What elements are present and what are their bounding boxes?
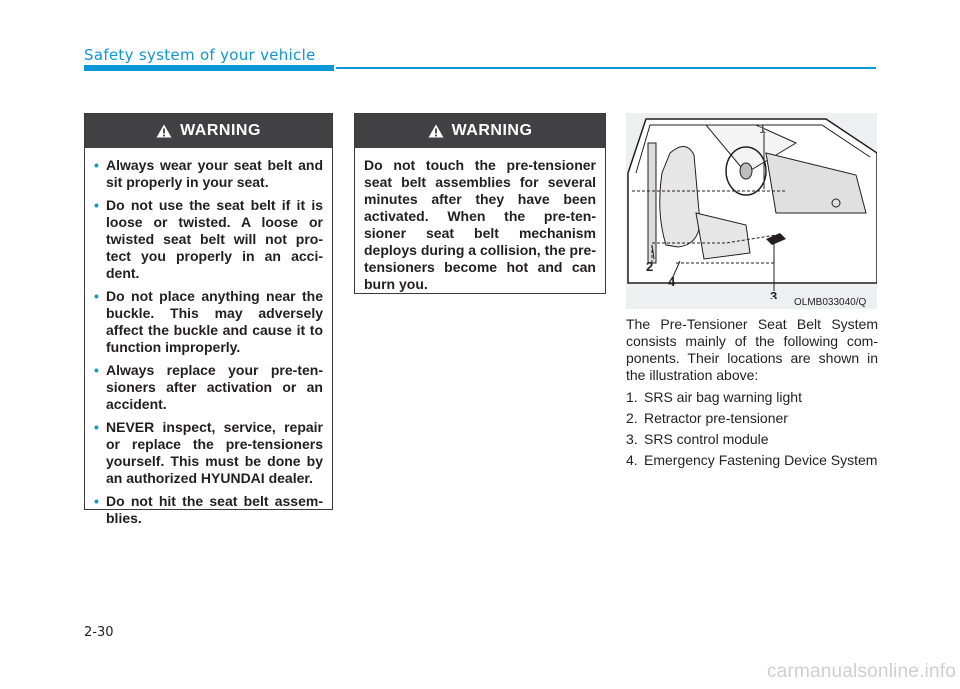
intro-paragraph: The Pre-Tensioner Seat Belt System consists mainly of the following com- ponents. Their locations are shown in the illustration above: xyxy=(626,316,878,383)
warning-item: • Do not place anything near the buckle. This may adversely affect the buckle and cause it to function improperly. xyxy=(94,288,323,355)
warning-header xyxy=(85,114,332,148)
warning-box-seat-belt xyxy=(84,113,333,526)
bullet-icon: • xyxy=(94,157,99,173)
car-interior-drawing xyxy=(626,113,877,299)
component-list xyxy=(626,389,878,469)
callout-1: 1 xyxy=(759,121,767,136)
callout-3: 3 xyxy=(770,289,778,299)
bullet-icon: • xyxy=(94,493,99,509)
list-item: 2. Retractor pre-tensioner xyxy=(626,410,788,426)
warning-box-pretensioner xyxy=(354,113,606,294)
warning-title: WARNING xyxy=(180,122,261,139)
pretensioner-illustration xyxy=(626,113,877,309)
warning-item: • Always wear your seat belt and sit properly in your seat. xyxy=(94,157,323,190)
callout-4: 4 xyxy=(668,274,676,289)
header-rule xyxy=(336,67,876,69)
bullet-icon: • xyxy=(94,362,99,378)
warning-item: • Always replace your pre-ten- sioners after activation or an accident. xyxy=(94,362,323,412)
bullet-icon: • xyxy=(94,197,99,213)
figure-code: OLMB033040/Q xyxy=(794,297,867,308)
list-item: 3. SRS control module xyxy=(626,431,769,447)
list-item: 1. SRS air bag warning light xyxy=(626,389,802,405)
warning-triangle-icon xyxy=(156,124,172,138)
header-accent-bar xyxy=(84,65,334,71)
bullet-icon: • xyxy=(94,419,99,435)
list-item: 4. Emergency Fastening Device System xyxy=(626,452,878,468)
component-description xyxy=(626,316,878,473)
warning-item: • NEVER inspect, service, repair or replace the pre-tensioners yourself. This must be done by an authorized HYUNDAI dealer. xyxy=(94,419,323,486)
warning-item: • Do not use the seat belt if it is loose or twisted. A loose or twisted seat belt will not pro- tect you properly in an acci- dent. xyxy=(94,197,323,281)
warning-triangle-icon xyxy=(428,124,444,138)
bullet-icon: • xyxy=(94,288,99,304)
warning-header xyxy=(355,114,605,148)
watermark: carmanualsonline.info xyxy=(766,661,956,682)
warning-item: • Do not hit the seat belt assem- blies. xyxy=(94,493,323,526)
warning-title: WARNING xyxy=(451,122,533,139)
warning-text: Do not touch the pre-tensioner seat belt assemblies for several minutes after they have been activated. When the pre-ten- sioner seat belt mechanism deploys during a collision, the pre-tensioners become hot and can burn you. xyxy=(364,157,596,292)
section-title: Safety system of your vehicle xyxy=(84,46,316,64)
page-number: 2-30 xyxy=(84,625,114,640)
callout-2: 2 xyxy=(646,259,654,274)
